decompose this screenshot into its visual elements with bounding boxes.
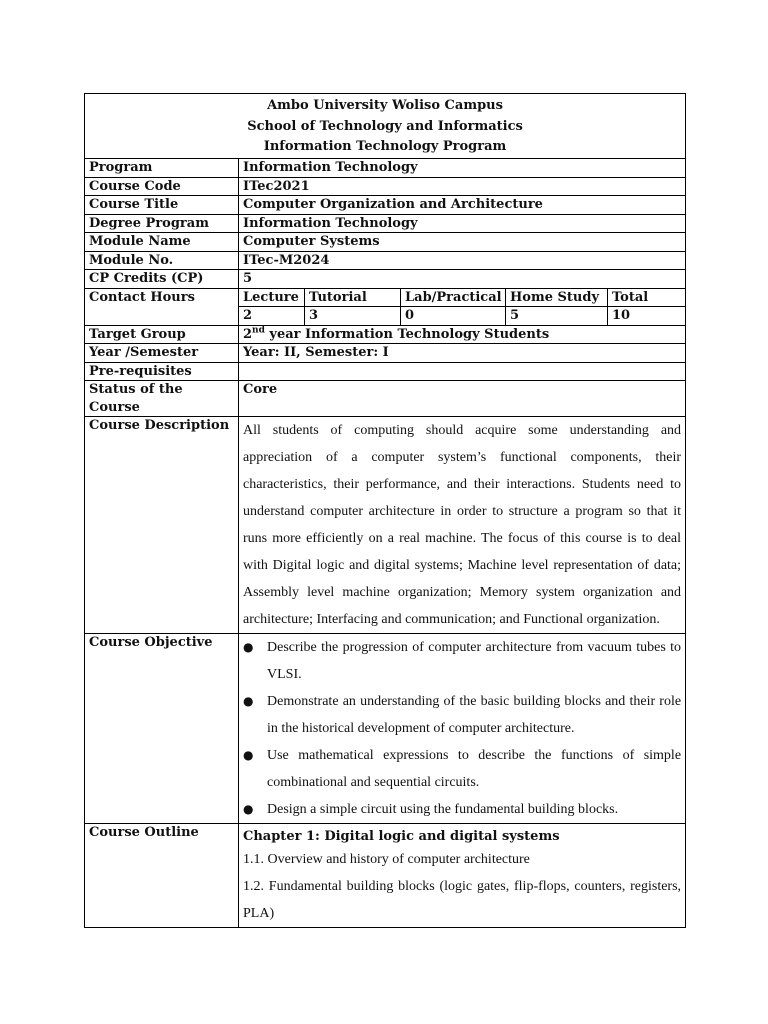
list-item bbox=[243, 742, 681, 796]
program-row bbox=[85, 159, 686, 178]
bullet-icon: ● bbox=[243, 748, 254, 763]
module-name-value: Computer Systems bbox=[239, 233, 686, 252]
target-group-label: Target Group bbox=[85, 325, 239, 344]
contact-hours-lecture-value: 2 bbox=[239, 307, 305, 326]
chapter-heading: Chapter 1: Digital logic and digital systems bbox=[243, 829, 560, 845]
list-item bbox=[243, 688, 681, 742]
status-row bbox=[85, 381, 686, 417]
target-group-value bbox=[239, 325, 686, 344]
degree-program-label: Degree Program bbox=[85, 214, 239, 233]
contact-hours-home-study-header: Home Study bbox=[506, 288, 608, 307]
cp-credits-row bbox=[85, 270, 686, 289]
program-label: Program bbox=[85, 159, 239, 178]
contact-hours-lab-header: Lab/Practical bbox=[401, 288, 506, 307]
course-title-row bbox=[85, 196, 686, 215]
course-outline-label: Course Outline bbox=[85, 824, 239, 928]
program-value: Information Technology bbox=[239, 159, 686, 178]
header-row bbox=[85, 94, 686, 159]
course-description-text: All students of computing should acquire some understanding and appreciation of a computer system’s functional components, their characteristics, their performance, and their interactions. Students need to understand computer architecture in order to structure a program so that it runs more efficiently on a real machine. The focus of this course is to deal with Digital logic and digital systems; Machine level representation of data; Assembly level machine organization; Memory system organization and architecture; Interfacing and communication; and Functional organization. bbox=[243, 423, 682, 628]
course-description-cell bbox=[239, 417, 686, 634]
module-no-value: ITec-M2024 bbox=[239, 251, 686, 270]
objective-text: Design a simple circuit using the fundamental building blocks. bbox=[267, 802, 619, 818]
year-semester-row bbox=[85, 344, 686, 363]
program-name: Information Technology Program bbox=[263, 139, 507, 155]
status-label: Status of the Course bbox=[85, 381, 239, 417]
course-outline-cell bbox=[239, 824, 686, 928]
institution-header bbox=[85, 94, 686, 159]
contact-hours-home-study-value: 5 bbox=[506, 307, 608, 326]
prerequisites-row bbox=[85, 362, 686, 381]
target-group-row bbox=[85, 325, 686, 344]
module-no-label: Module No. bbox=[85, 251, 239, 270]
course-objective-list bbox=[243, 634, 681, 823]
outline-item: 1.1. Overview and history of computer architecture bbox=[243, 852, 530, 868]
contact-hours-total-header: Total bbox=[608, 288, 686, 307]
school-name: School of Technology and Informatics bbox=[247, 118, 523, 134]
contact-hours-tutorial-value: 3 bbox=[305, 307, 401, 326]
cp-credits-value: 5 bbox=[239, 270, 686, 289]
target-group-year-number: 2 bbox=[243, 326, 253, 342]
target-group-ordinal-suffix: nd bbox=[252, 325, 265, 336]
course-code-value: ITec2021 bbox=[239, 177, 686, 196]
list-item bbox=[243, 796, 681, 823]
target-group-text: year Information Technology Students bbox=[264, 326, 550, 342]
contact-hours-tutorial-header: Tutorial bbox=[305, 288, 401, 307]
module-no-row bbox=[85, 251, 686, 270]
objective-text: Use mathematical expressions to describe the functions of simple combinational and sequential circuits. bbox=[267, 748, 682, 791]
cp-credits-label: CP Credits (CP) bbox=[85, 270, 239, 289]
course-code-label: Course Code bbox=[85, 177, 239, 196]
contact-hours-lab-value: 0 bbox=[401, 307, 506, 326]
university-name: Ambo University Woliso Campus bbox=[267, 98, 503, 113]
prerequisites-value bbox=[239, 362, 686, 381]
contact-hours-total-value: 10 bbox=[608, 307, 686, 326]
bullet-icon: ● bbox=[243, 802, 254, 817]
degree-program-value: Information Technology bbox=[239, 214, 686, 233]
course-description-row bbox=[85, 417, 686, 634]
contact-hours-header-row bbox=[85, 288, 686, 307]
course-description-label: Course Description bbox=[85, 417, 239, 634]
status-value: Core bbox=[239, 381, 686, 417]
contact-hours-label: Contact Hours bbox=[85, 288, 239, 325]
module-name-row bbox=[85, 233, 686, 252]
course-syllabus-table bbox=[84, 93, 686, 928]
course-objective-row bbox=[85, 634, 686, 824]
objective-text: Demonstrate an understanding of the basic building blocks and their role in the historical development of computer architecture. bbox=[267, 694, 682, 737]
course-title-label: Course Title bbox=[85, 196, 239, 215]
course-code-row bbox=[85, 177, 686, 196]
year-semester-value: Year: II, Semester: I bbox=[239, 344, 686, 363]
objective-text: Describe the progression of computer architecture from vacuum tubes to VLSI. bbox=[267, 640, 682, 683]
year-semester-label: Year /Semester bbox=[85, 344, 239, 363]
bullet-icon: ● bbox=[243, 640, 254, 655]
course-title-value: Computer Organization and Architecture bbox=[239, 196, 686, 215]
course-outline-row bbox=[85, 824, 686, 928]
bullet-icon: ● bbox=[243, 694, 254, 709]
list-item bbox=[243, 634, 681, 688]
course-objective-cell bbox=[239, 634, 686, 824]
degree-program-row bbox=[85, 214, 686, 233]
contact-hours-lecture-header: Lecture bbox=[239, 288, 305, 307]
module-name-label: Module Name bbox=[85, 233, 239, 252]
course-objective-label: Course Objective bbox=[85, 634, 239, 824]
prerequisites-label: Pre-requisites bbox=[85, 362, 239, 381]
outline-item: 1.2. Fundamental building blocks (logic gates, flip-flops, counters, registers, PLA) bbox=[243, 879, 682, 922]
